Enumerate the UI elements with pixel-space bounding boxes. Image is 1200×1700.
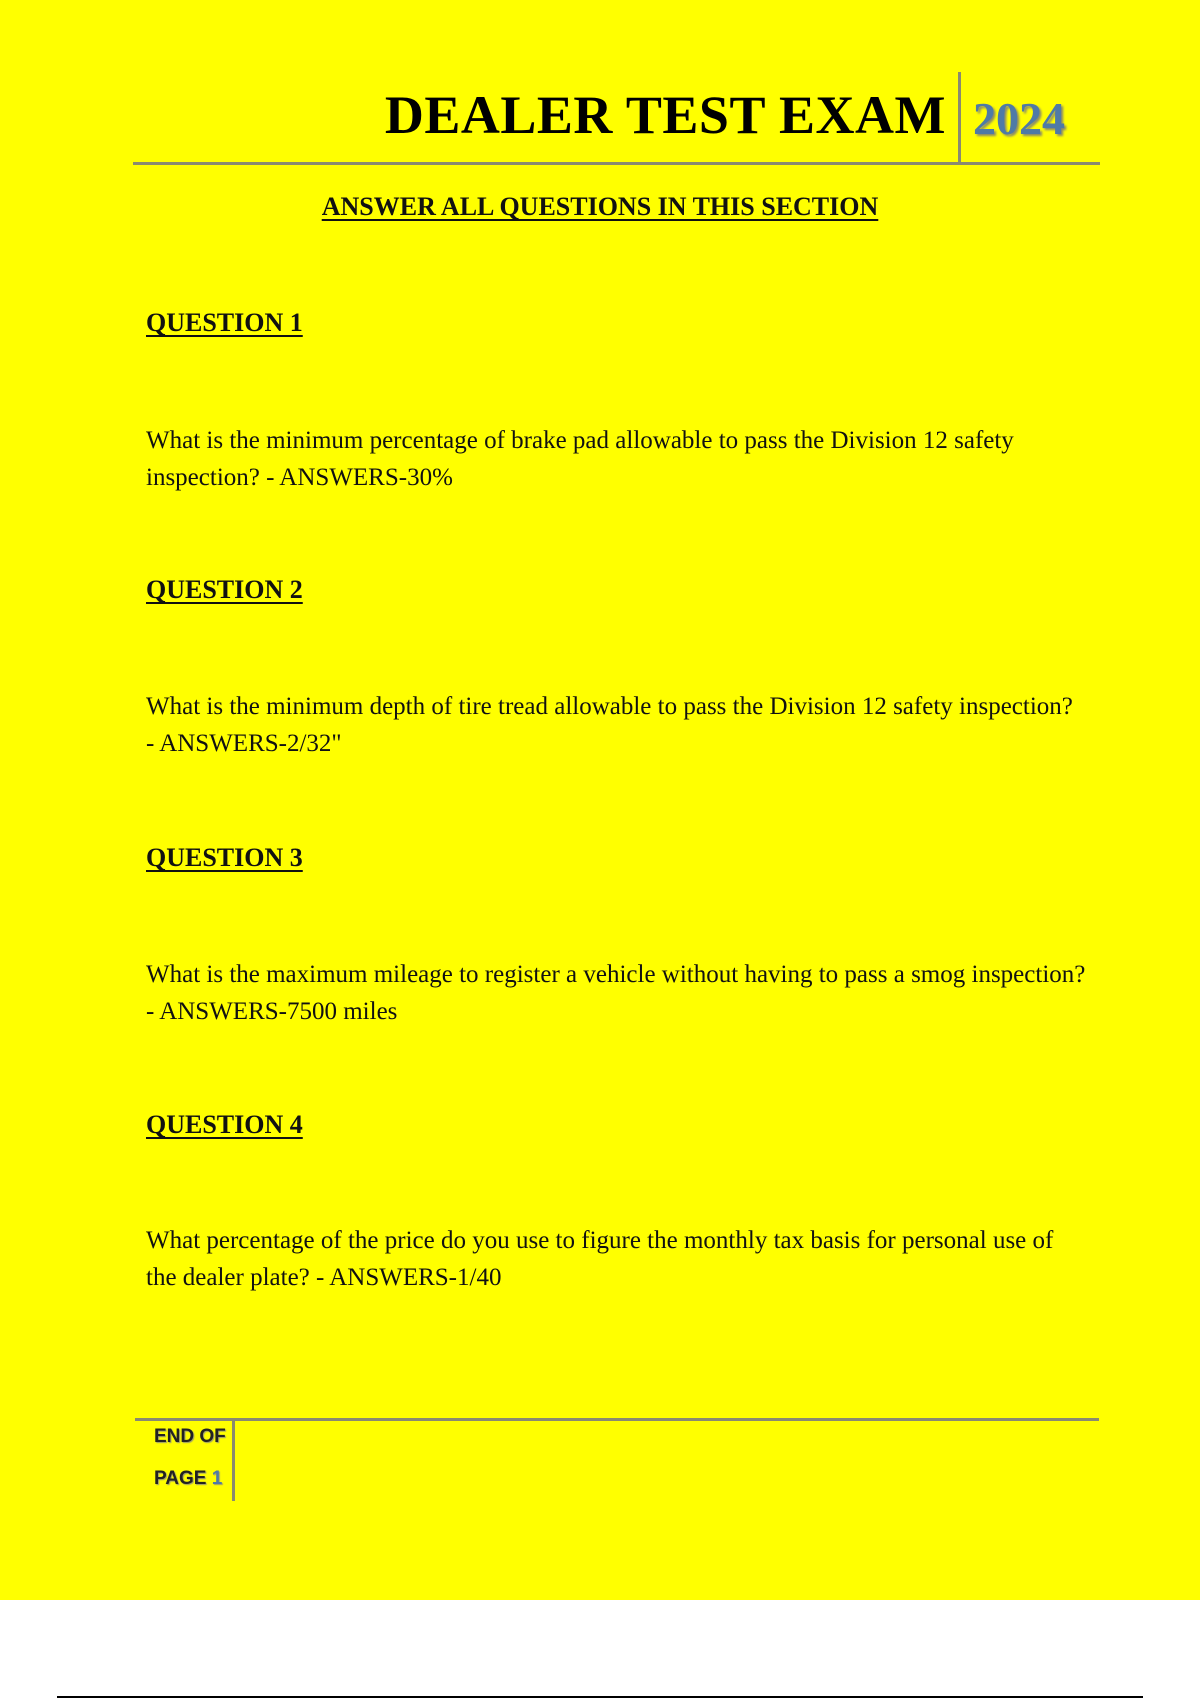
footer-rule — [135, 1418, 1099, 1421]
question-4-heading: QUESTION 4 — [146, 1110, 303, 1139]
section-heading: ANSWER ALL QUESTIONS IN THIS SECTION — [321, 192, 879, 221]
question-1-heading: QUESTION 1 — [146, 308, 303, 337]
question-3-text: What is the maximum mileage to register a vehicle without having to pass a smog inspection? - ANSWERS-7500 miles — [146, 961, 1086, 1025]
next-page-rule — [57, 1696, 1143, 1698]
question-2-text: What is the minimum depth of tire tread allowable to pass the Division 12 safety inspection? - ANSWERS-2/32" — [146, 693, 1073, 757]
header-year: 2024 — [973, 93, 1065, 144]
footer-page-number: 1 — [211, 1468, 223, 1489]
header-divider — [958, 72, 961, 162]
footer-divider — [232, 1421, 235, 1501]
footer-page-label — [154, 1468, 222, 1490]
footer-page-prefix: PAGE — [154, 1468, 207, 1489]
question-4-text: What percentage of the price do you use to figure the monthly tax basis for personal use of the dealer plate? - ANSWERS-1/40 — [146, 1227, 1054, 1291]
question-1-text: What is the minimum percentage of brake pad allowable to pass the Division 12 safety inspection? - ANSWERS-30% — [146, 427, 1014, 491]
footer-end-of: END OF — [154, 1426, 226, 1447]
question-2-heading: QUESTION 2 — [146, 575, 303, 604]
document-header — [133, 70, 1100, 165]
page-title: DEALER TEST EXAM — [384, 85, 946, 145]
question-3-heading: QUESTION 3 — [146, 843, 303, 872]
